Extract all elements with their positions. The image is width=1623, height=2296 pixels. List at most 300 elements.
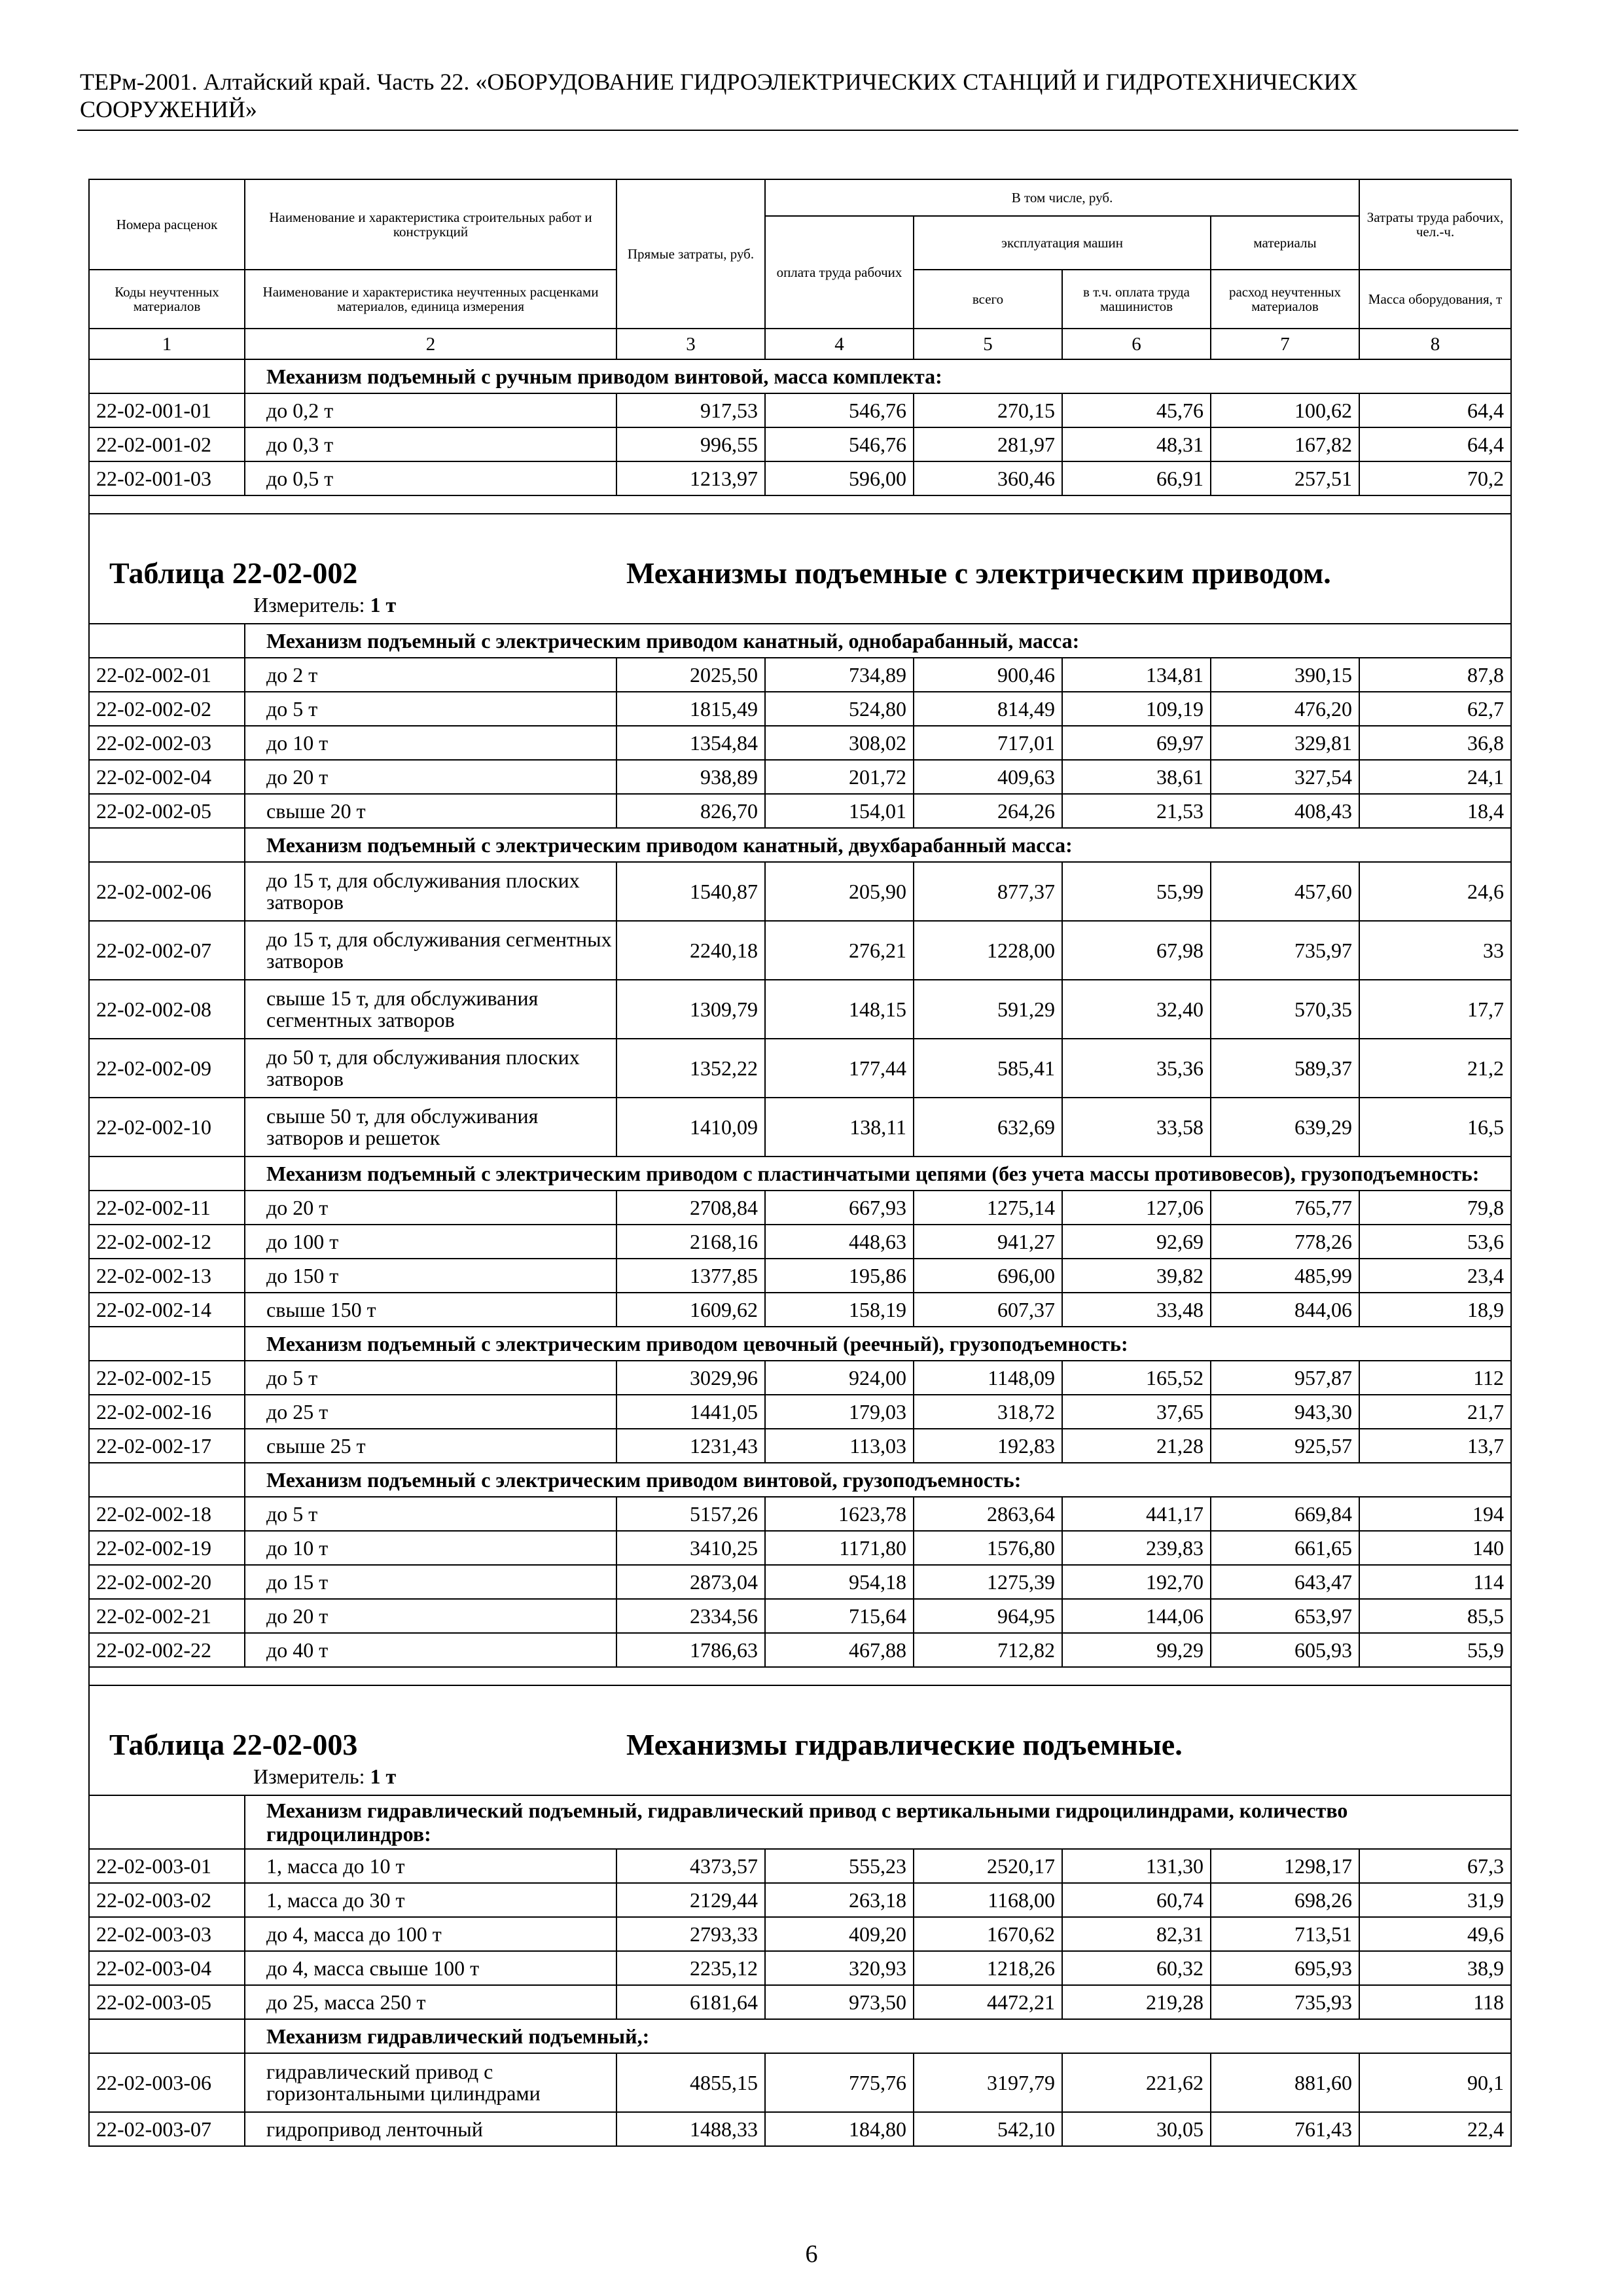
material-use: 943,30 xyxy=(1211,1395,1359,1429)
material-use: 605,93 xyxy=(1211,1633,1359,1667)
worker-pay: 409,20 xyxy=(765,1917,914,1951)
direct-cost: 1309,79 xyxy=(616,980,765,1039)
material-use: 589,37 xyxy=(1211,1039,1359,1098)
group-heading: Механизм подъемный с электрическим приводом канатный, двухбарабанный масса: xyxy=(245,828,1511,862)
rate-code: 22-02-003-01 xyxy=(89,1849,245,1883)
direct-cost: 1609,62 xyxy=(616,1293,765,1327)
rate-code: 22-02-002-15 xyxy=(89,1361,245,1395)
rate-name: до 4, масса до 100 т xyxy=(245,1917,616,1951)
worker-pay: 715,64 xyxy=(765,1599,914,1633)
equipment-mass: 18,4 xyxy=(1359,794,1511,828)
rate-code: 22-02-003-02 xyxy=(89,1883,245,1917)
rate-code: 22-02-002-19 xyxy=(89,1531,245,1565)
group-heading-spacer xyxy=(89,1795,245,1849)
operator-pay: 109,19 xyxy=(1062,692,1211,726)
operator-pay: 92,69 xyxy=(1062,1225,1211,1259)
rate-name: до 40 т xyxy=(245,1633,616,1667)
table-row xyxy=(89,427,1511,461)
material-use: 1298,17 xyxy=(1211,1849,1359,1883)
rate-name: свыше 50 т, для обслуживания затворов и решеток xyxy=(245,1098,616,1157)
operator-pay: 38,61 xyxy=(1062,760,1211,794)
material-use: 925,57 xyxy=(1211,1429,1359,1463)
group-heading: Механизм подъемный с ручным приводом винтовой, масса комплекта: xyxy=(245,359,1511,393)
group-heading-spacer xyxy=(89,1157,245,1191)
col-total: всего xyxy=(914,270,1062,329)
rate-code: 22-02-003-06 xyxy=(89,2053,245,2112)
rate-code: 22-02-002-13 xyxy=(89,1259,245,1293)
operator-pay: 37,65 xyxy=(1062,1395,1211,1429)
direct-cost: 3029,96 xyxy=(616,1361,765,1395)
equipment-mass: 17,7 xyxy=(1359,980,1511,1039)
operator-pay: 60,32 xyxy=(1062,1951,1211,1985)
table-row xyxy=(89,1633,1511,1667)
table-spacer xyxy=(89,495,1511,514)
operator-pay: 33,58 xyxy=(1062,1098,1211,1157)
direct-cost: 1815,49 xyxy=(616,692,765,726)
worker-pay: 555,23 xyxy=(765,1849,914,1883)
operator-pay: 239,83 xyxy=(1062,1531,1211,1565)
group-heading-spacer xyxy=(89,624,245,658)
direct-cost: 826,70 xyxy=(616,794,765,828)
worker-pay: 113,03 xyxy=(765,1429,914,1463)
direct-cost: 2235,12 xyxy=(616,1951,765,1985)
worker-pay: 448,63 xyxy=(765,1225,914,1259)
machine-total: 2520,17 xyxy=(914,1849,1062,1883)
table-meter-row xyxy=(89,1765,1511,1795)
meter-label: Измеритель: xyxy=(253,1765,365,1788)
equipment-mass: 24,6 xyxy=(1359,862,1511,921)
machine-total: 192,83 xyxy=(914,1429,1062,1463)
equipment-mass: 70,2 xyxy=(1359,461,1511,495)
operator-pay: 192,70 xyxy=(1062,1565,1211,1599)
rate-code: 22-02-002-12 xyxy=(89,1225,245,1259)
equipment-mass: 114 xyxy=(1359,1565,1511,1599)
machine-total: 264,26 xyxy=(914,794,1062,828)
material-use: 408,43 xyxy=(1211,794,1359,828)
equipment-mass: 64,4 xyxy=(1359,427,1511,461)
group-heading: Механизм гидравлический подъемный, гидравлический привод с вертикальными гидроцилиндрами, количество гидроцилиндров: xyxy=(245,1795,1511,1849)
equipment-mass: 112 xyxy=(1359,1361,1511,1395)
col-equipment-mass: Масса оборудования, т xyxy=(1359,270,1511,329)
column-number: 4 xyxy=(765,329,914,359)
table-row xyxy=(89,461,1511,495)
rate-name: до 4, масса свыше 100 т xyxy=(245,1951,616,1985)
group-heading-row xyxy=(89,1327,1511,1361)
material-use: 713,51 xyxy=(1211,1917,1359,1951)
group-heading-row xyxy=(89,1463,1511,1497)
direct-cost: 6181,64 xyxy=(616,1985,765,2019)
rate-name: до 20 т xyxy=(245,760,616,794)
table-row xyxy=(89,1951,1511,1985)
col-material-codes: Коды неучтенных материалов xyxy=(89,270,245,329)
machine-total: 1275,14 xyxy=(914,1191,1062,1225)
operator-pay: 39,82 xyxy=(1062,1259,1211,1293)
column-number-row xyxy=(89,329,1511,359)
group-heading-row xyxy=(89,1157,1511,1191)
worker-pay: 467,88 xyxy=(765,1633,914,1667)
table-row xyxy=(89,2112,1511,2146)
machine-total: 318,72 xyxy=(914,1395,1062,1429)
table-row xyxy=(89,1917,1511,1951)
material-use: 329,81 xyxy=(1211,726,1359,760)
machine-total: 1168,00 xyxy=(914,1883,1062,1917)
rate-code: 22-02-002-05 xyxy=(89,794,245,828)
direct-cost: 1231,43 xyxy=(616,1429,765,1463)
rate-name: свыше 20 т xyxy=(245,794,616,828)
material-use: 327,54 xyxy=(1211,760,1359,794)
meter-value: 1 т xyxy=(370,593,397,617)
rate-code: 22-02-002-06 xyxy=(89,862,245,921)
table-row xyxy=(89,1039,1511,1098)
rate-code: 22-02-002-14 xyxy=(89,1293,245,1327)
operator-pay: 131,30 xyxy=(1062,1849,1211,1883)
header-rule xyxy=(77,130,1518,131)
rate-name: до 5 т xyxy=(245,692,616,726)
material-use: 457,60 xyxy=(1211,862,1359,921)
machine-total: 712,82 xyxy=(914,1633,1062,1667)
rate-name: до 25, масса 250 т xyxy=(245,1985,616,2019)
table-title-row xyxy=(89,1685,1511,1765)
direct-cost: 1410,09 xyxy=(616,1098,765,1157)
table-row xyxy=(89,726,1511,760)
table-number: Таблица 22-02-003 xyxy=(109,1728,358,1761)
rate-code: 22-02-002-18 xyxy=(89,1497,245,1531)
rate-code: 22-02-002-08 xyxy=(89,980,245,1039)
operator-pay: 48,31 xyxy=(1062,427,1211,461)
equipment-mass: 36,8 xyxy=(1359,726,1511,760)
table-row xyxy=(89,1395,1511,1429)
table-row xyxy=(89,1361,1511,1395)
material-use: 390,15 xyxy=(1211,658,1359,692)
table-row xyxy=(89,658,1511,692)
equipment-mass: 87,8 xyxy=(1359,658,1511,692)
equipment-mass: 16,5 xyxy=(1359,1098,1511,1157)
operator-pay: 45,76 xyxy=(1062,393,1211,427)
operator-pay: 55,99 xyxy=(1062,862,1211,921)
column-number: 2 xyxy=(245,329,616,359)
material-use: 476,20 xyxy=(1211,692,1359,726)
material-use: 643,47 xyxy=(1211,1565,1359,1599)
worker-pay: 1623,78 xyxy=(765,1497,914,1531)
machine-total: 717,01 xyxy=(914,726,1062,760)
group-heading-row xyxy=(89,828,1511,862)
col-labor: Затраты труда рабочих, чел.-ч. xyxy=(1359,179,1511,270)
table-title-cell xyxy=(89,514,1511,593)
equipment-mass: 24,1 xyxy=(1359,760,1511,794)
operator-pay: 60,74 xyxy=(1062,1883,1211,1917)
material-use: 735,93 xyxy=(1211,1985,1359,2019)
machine-total: 877,37 xyxy=(914,862,1062,921)
operator-pay: 127,06 xyxy=(1062,1191,1211,1225)
material-use: 485,99 xyxy=(1211,1259,1359,1293)
page-number: 6 xyxy=(805,2240,818,2268)
table-row xyxy=(89,862,1511,921)
rate-code: 22-02-002-04 xyxy=(89,760,245,794)
document-header: ТЕРм-2001. Алтайский край. Часть 22. «ОБОРУДОВАНИЕ ГИДРОЭЛЕКТРИЧЕСКИХ СТАНЦИЙ И ГИДРОТЕХНИЧЕСКИХ СООРУЖЕНИЙ» xyxy=(80,69,1358,122)
rate-name: до 15 т xyxy=(245,1565,616,1599)
worker-pay: 195,86 xyxy=(765,1259,914,1293)
material-use: 257,51 xyxy=(1211,461,1359,495)
equipment-mass: 140 xyxy=(1359,1531,1511,1565)
material-use: 765,77 xyxy=(1211,1191,1359,1225)
direct-cost: 1352,22 xyxy=(616,1039,765,1098)
group-heading: Механизм подъемный с электрическим приводом винтовой, грузоподъемность: xyxy=(245,1463,1511,1497)
rate-name: свыше 25 т xyxy=(245,1429,616,1463)
equipment-mass: 49,6 xyxy=(1359,1917,1511,1951)
table-row xyxy=(89,760,1511,794)
equipment-mass: 18,9 xyxy=(1359,1293,1511,1327)
machine-total: 360,46 xyxy=(914,461,1062,495)
table-row xyxy=(89,692,1511,726)
direct-cost: 2240,18 xyxy=(616,921,765,980)
material-use: 881,60 xyxy=(1211,2053,1359,2112)
table-title-row xyxy=(89,514,1511,593)
machine-total: 281,97 xyxy=(914,427,1062,461)
col-work-name: Наименование и характеристика строительных работ и конструкций xyxy=(245,179,616,270)
rate-code: 22-02-001-02 xyxy=(89,427,245,461)
operator-pay: 30,05 xyxy=(1062,2112,1211,2146)
rate-name: до 50 т, для обслуживания плоских затворов xyxy=(245,1039,616,1098)
col-machines: эксплуатация машин xyxy=(914,216,1211,270)
equipment-mass: 64,4 xyxy=(1359,393,1511,427)
equipment-mass: 22,4 xyxy=(1359,2112,1511,2146)
group-heading: Механизм подъемный с электрическим приводом канатный, однобарабанный, масса: xyxy=(245,624,1511,658)
table-row xyxy=(89,1429,1511,1463)
col-worker-pay: оплата труда рабочих xyxy=(765,216,914,329)
table-row xyxy=(89,1225,1511,1259)
machine-total: 1228,00 xyxy=(914,921,1062,980)
rate-code: 22-02-001-03 xyxy=(89,461,245,495)
rate-name: 1, масса до 30 т xyxy=(245,1883,616,1917)
rate-name: свыше 150 т xyxy=(245,1293,616,1327)
operator-pay: 69,97 xyxy=(1062,726,1211,760)
material-use: 695,93 xyxy=(1211,1951,1359,1985)
table-row xyxy=(89,2053,1511,2112)
direct-cost: 2334,56 xyxy=(616,1599,765,1633)
machine-total: 900,46 xyxy=(914,658,1062,692)
group-heading-spacer xyxy=(89,828,245,862)
worker-pay: 158,19 xyxy=(765,1293,914,1327)
rate-name: 1, масса до 10 т xyxy=(245,1849,616,1883)
machine-total: 2863,64 xyxy=(914,1497,1062,1531)
equipment-mass: 67,3 xyxy=(1359,1849,1511,1883)
group-heading-spacer xyxy=(89,1327,245,1361)
rate-name: до 0,5 т xyxy=(245,461,616,495)
col-operator-pay: в т.ч. оплата труда машинистов xyxy=(1062,270,1211,329)
table-row xyxy=(89,1293,1511,1327)
table-row xyxy=(89,1259,1511,1293)
worker-pay: 263,18 xyxy=(765,1883,914,1917)
rate-code: 22-02-002-11 xyxy=(89,1191,245,1225)
rate-name: до 20 т xyxy=(245,1599,616,1633)
worker-pay: 138,11 xyxy=(765,1098,914,1157)
material-use: 844,06 xyxy=(1211,1293,1359,1327)
material-use: 570,35 xyxy=(1211,980,1359,1039)
table-row xyxy=(89,1599,1511,1633)
rate-code: 22-02-002-21 xyxy=(89,1599,245,1633)
worker-pay: 667,93 xyxy=(765,1191,914,1225)
direct-cost: 2025,50 xyxy=(616,658,765,692)
machine-total: 1275,39 xyxy=(914,1565,1062,1599)
material-use: 735,97 xyxy=(1211,921,1359,980)
rate-code: 22-02-002-03 xyxy=(89,726,245,760)
rate-code: 22-02-003-07 xyxy=(89,2112,245,2146)
worker-pay: 954,18 xyxy=(765,1565,914,1599)
rate-name: до 15 т, для обслуживания плоских затворов xyxy=(245,862,616,921)
table-row xyxy=(89,1497,1511,1531)
rate-name: гидравлический привод с горизонтальными цилиндрами xyxy=(245,2053,616,2112)
worker-pay: 924,00 xyxy=(765,1361,914,1395)
table-row xyxy=(89,1849,1511,1883)
operator-pay: 441,17 xyxy=(1062,1497,1211,1531)
rate-code: 22-02-001-01 xyxy=(89,393,245,427)
equipment-mass: 85,5 xyxy=(1359,1599,1511,1633)
equipment-mass: 118 xyxy=(1359,1985,1511,2019)
table-title: Механизмы гидравлические подъемные. xyxy=(626,1728,1183,1761)
table-row xyxy=(89,393,1511,427)
rate-name: до 5 т xyxy=(245,1497,616,1531)
rate-name: до 100 т xyxy=(245,1225,616,1259)
column-number: 5 xyxy=(914,329,1062,359)
table-spacer-cell xyxy=(89,1667,1511,1685)
equipment-mass: 194 xyxy=(1359,1497,1511,1531)
operator-pay: 35,36 xyxy=(1062,1039,1211,1098)
rate-name: до 20 т xyxy=(245,1191,616,1225)
equipment-mass: 33 xyxy=(1359,921,1511,980)
worker-pay: 734,89 xyxy=(765,658,914,692)
worker-pay: 546,76 xyxy=(765,427,914,461)
material-use: 698,26 xyxy=(1211,1883,1359,1917)
group-heading-spacer xyxy=(89,1463,245,1497)
worker-pay: 308,02 xyxy=(765,726,914,760)
group-heading: Механизм подъемный с электрическим приводом с пластинчатыми цепями (без учета массы противовесов), грузоподъемность: xyxy=(245,1157,1511,1191)
header-row xyxy=(89,179,1511,216)
table-row xyxy=(89,1883,1511,1917)
direct-cost: 1786,63 xyxy=(616,1633,765,1667)
machine-total: 4472,21 xyxy=(914,1985,1062,2019)
rate-code: 22-02-002-09 xyxy=(89,1039,245,1098)
meter-label: Измеритель: xyxy=(253,593,365,617)
group-heading-row xyxy=(89,1795,1511,1849)
rate-name: до 2 т xyxy=(245,658,616,692)
group-heading-row xyxy=(89,2019,1511,2053)
direct-cost: 996,55 xyxy=(616,427,765,461)
direct-cost: 1213,97 xyxy=(616,461,765,495)
material-use: 653,97 xyxy=(1211,1599,1359,1633)
group-heading-spacer xyxy=(89,2019,245,2053)
machine-total: 607,37 xyxy=(914,1293,1062,1327)
rate-code: 22-02-003-03 xyxy=(89,1917,245,1951)
col-rate-number: Номера расценок xyxy=(89,179,245,270)
rate-name: до 15 т, для обслуживания сегментных затворов xyxy=(245,921,616,980)
equipment-mass: 62,7 xyxy=(1359,692,1511,726)
rate-code: 22-02-002-22 xyxy=(89,1633,245,1667)
rate-code: 22-02-002-01 xyxy=(89,658,245,692)
direct-cost: 1540,87 xyxy=(616,862,765,921)
direct-cost: 4855,15 xyxy=(616,2053,765,2112)
machine-total: 814,49 xyxy=(914,692,1062,726)
column-number: 6 xyxy=(1062,329,1211,359)
rate-name: до 150 т xyxy=(245,1259,616,1293)
rate-code: 22-02-002-20 xyxy=(89,1565,245,1599)
machine-total: 585,41 xyxy=(914,1039,1062,1098)
operator-pay: 82,31 xyxy=(1062,1917,1211,1951)
operator-pay: 32,40 xyxy=(1062,980,1211,1039)
operator-pay: 165,52 xyxy=(1062,1361,1211,1395)
direct-cost: 1354,84 xyxy=(616,726,765,760)
worker-pay: 148,15 xyxy=(765,980,914,1039)
material-use: 661,65 xyxy=(1211,1531,1359,1565)
rate-name: гидропривод ленточный xyxy=(245,2112,616,2146)
rate-code: 22-02-002-10 xyxy=(89,1098,245,1157)
direct-cost: 5157,26 xyxy=(616,1497,765,1531)
column-number: 3 xyxy=(616,329,765,359)
machine-total: 409,63 xyxy=(914,760,1062,794)
material-use: 639,29 xyxy=(1211,1098,1359,1157)
operator-pay: 66,91 xyxy=(1062,461,1211,495)
equipment-mass: 21,7 xyxy=(1359,1395,1511,1429)
rate-name: до 0,2 т xyxy=(245,393,616,427)
equipment-mass: 38,9 xyxy=(1359,1951,1511,1985)
table-row xyxy=(89,1565,1511,1599)
column-number: 8 xyxy=(1359,329,1511,359)
group-heading-row xyxy=(89,359,1511,393)
machine-total: 1670,62 xyxy=(914,1917,1062,1951)
table-meter-cell xyxy=(89,593,1511,624)
price-table xyxy=(88,179,1512,2147)
operator-pay: 134,81 xyxy=(1062,658,1211,692)
group-heading: Механизм гидравлический подъемный,: xyxy=(245,2019,1511,2053)
machine-total: 964,95 xyxy=(914,1599,1062,1633)
equipment-mass: 53,6 xyxy=(1359,1225,1511,1259)
operator-pay: 67,98 xyxy=(1062,921,1211,980)
machine-total: 632,69 xyxy=(914,1098,1062,1157)
direct-cost: 1377,85 xyxy=(616,1259,765,1293)
direct-cost: 2708,84 xyxy=(616,1191,765,1225)
table-spacer-cell xyxy=(89,495,1511,514)
material-use: 761,43 xyxy=(1211,2112,1359,2146)
col-material-names: Наименование и характеристика неучтенных расценками материалов, единица измерения xyxy=(245,270,616,329)
operator-pay: 33,48 xyxy=(1062,1293,1211,1327)
machine-total: 696,00 xyxy=(914,1259,1062,1293)
table-row xyxy=(89,921,1511,980)
rate-name: до 5 т xyxy=(245,1361,616,1395)
material-use: 100,62 xyxy=(1211,393,1359,427)
worker-pay: 320,93 xyxy=(765,1951,914,1985)
rate-name: до 25 т xyxy=(245,1395,616,1429)
worker-pay: 179,03 xyxy=(765,1395,914,1429)
material-use: 957,87 xyxy=(1211,1361,1359,1395)
material-use: 669,84 xyxy=(1211,1497,1359,1531)
table-title: Механизмы подъемные с электрическим приводом. xyxy=(626,556,1331,590)
machine-total: 3197,79 xyxy=(914,2053,1062,2112)
direct-cost: 2168,16 xyxy=(616,1225,765,1259)
group-heading-spacer xyxy=(89,359,245,393)
table-row xyxy=(89,794,1511,828)
direct-cost: 938,89 xyxy=(616,760,765,794)
worker-pay: 1171,80 xyxy=(765,1531,914,1565)
operator-pay: 219,28 xyxy=(1062,1985,1211,2019)
equipment-mass: 21,2 xyxy=(1359,1039,1511,1098)
direct-cost: 1488,33 xyxy=(616,2112,765,2146)
worker-pay: 201,72 xyxy=(765,760,914,794)
direct-cost: 1441,05 xyxy=(616,1395,765,1429)
machine-total: 270,15 xyxy=(914,393,1062,427)
rate-name: до 0,3 т xyxy=(245,427,616,461)
operator-pay: 21,28 xyxy=(1062,1429,1211,1463)
rate-name: до 10 т xyxy=(245,726,616,760)
table-title-cell xyxy=(89,1685,1511,1765)
